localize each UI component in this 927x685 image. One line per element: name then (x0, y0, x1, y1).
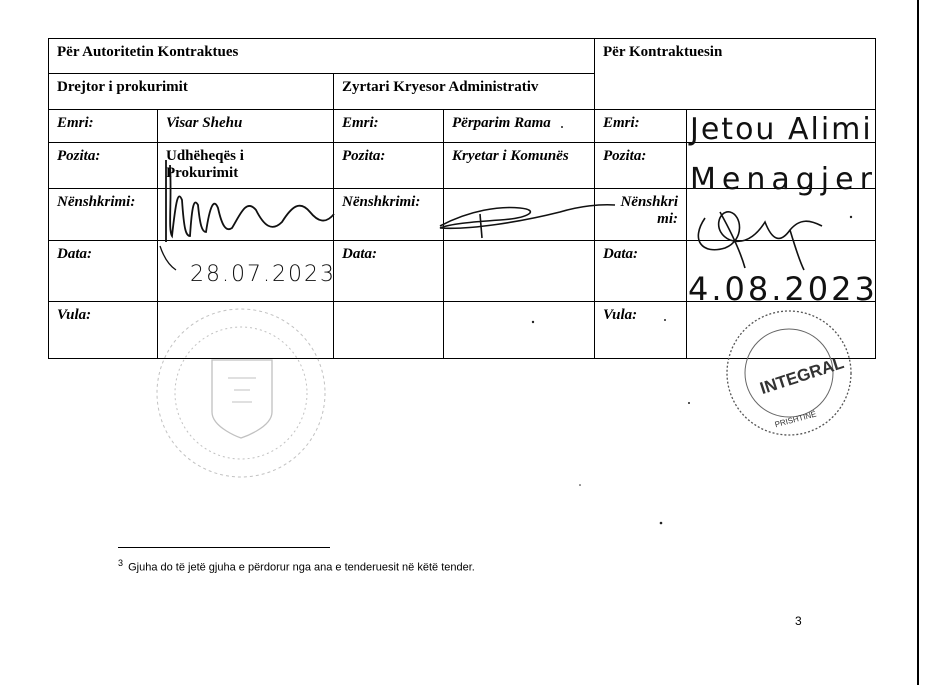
name-label: Emri: (49, 110, 158, 143)
contractor-header: Për Kontraktuesin (595, 39, 876, 110)
empty-cell (334, 302, 444, 359)
director-position (158, 143, 334, 189)
signature-label-part2: mi: (657, 211, 678, 227)
position-label: Pozita: (49, 143, 158, 189)
name-label: Emri: (334, 110, 444, 143)
page-number: 3 (795, 614, 802, 628)
officer-date-cell (444, 241, 595, 302)
procurement-director-role: Drejtor i prokurimit (49, 74, 334, 110)
date-label: Data: (334, 241, 444, 302)
footnote-text: Gjuha do të jetë gjuha e përdorur nga ana e tenderuesit në këtë tender. (128, 561, 475, 574)
signature-label-part1: Nënshkri (620, 194, 678, 210)
signature-label: Nënshkrimi: (49, 189, 158, 241)
footnote-separator (118, 547, 330, 548)
position-label: Pozita: (595, 143, 687, 189)
seal-label: Vula: (49, 302, 158, 359)
officer-position: Kryetar i Komunës (444, 143, 595, 189)
signature-label-split (595, 189, 687, 241)
officer-name: Përparim Rama (444, 110, 595, 143)
chief-administrative-officer-role: Zyrtari Kryesor Administrativ (334, 74, 595, 110)
director-position-line2: Prokurimit (166, 165, 239, 181)
seal-label: Vula: (595, 302, 687, 359)
director-seal-cell (158, 302, 334, 359)
officer-signature-cell (444, 189, 595, 241)
director-signature-cell (158, 189, 334, 241)
empty-cell (444, 302, 595, 359)
contractor-seal-cell (687, 302, 876, 359)
contractor-date-handwritten: 4.08.2023 (688, 270, 878, 308)
date-label: Data: (595, 241, 687, 302)
name-label: Emri: (595, 110, 687, 143)
contractor-seal-center-text: INTEGRAL (757, 353, 847, 399)
date-label: Data: (49, 241, 158, 302)
director-position-line1: Udhëheqës i (166, 148, 244, 164)
footnote-marker: 3 (118, 558, 124, 568)
contractor-seal-bottom-text: PRISHTINË (773, 409, 818, 430)
position-label: Pozita: (334, 143, 444, 189)
contractor-position-handwritten: Menagjer (690, 162, 878, 197)
director-date-handwritten: 28.07.2023 (190, 262, 336, 287)
contracting-authority-header: Për Autoritetin Kontraktues (49, 39, 595, 74)
signature-table (48, 38, 876, 359)
page-right-edge (917, 0, 919, 685)
contractor-name-handwritten: Jetou Alimi (690, 112, 873, 147)
footnote (118, 558, 475, 574)
signature-label: Nënshkrimi: (334, 189, 444, 241)
director-name: Visar Shehu (158, 110, 334, 143)
